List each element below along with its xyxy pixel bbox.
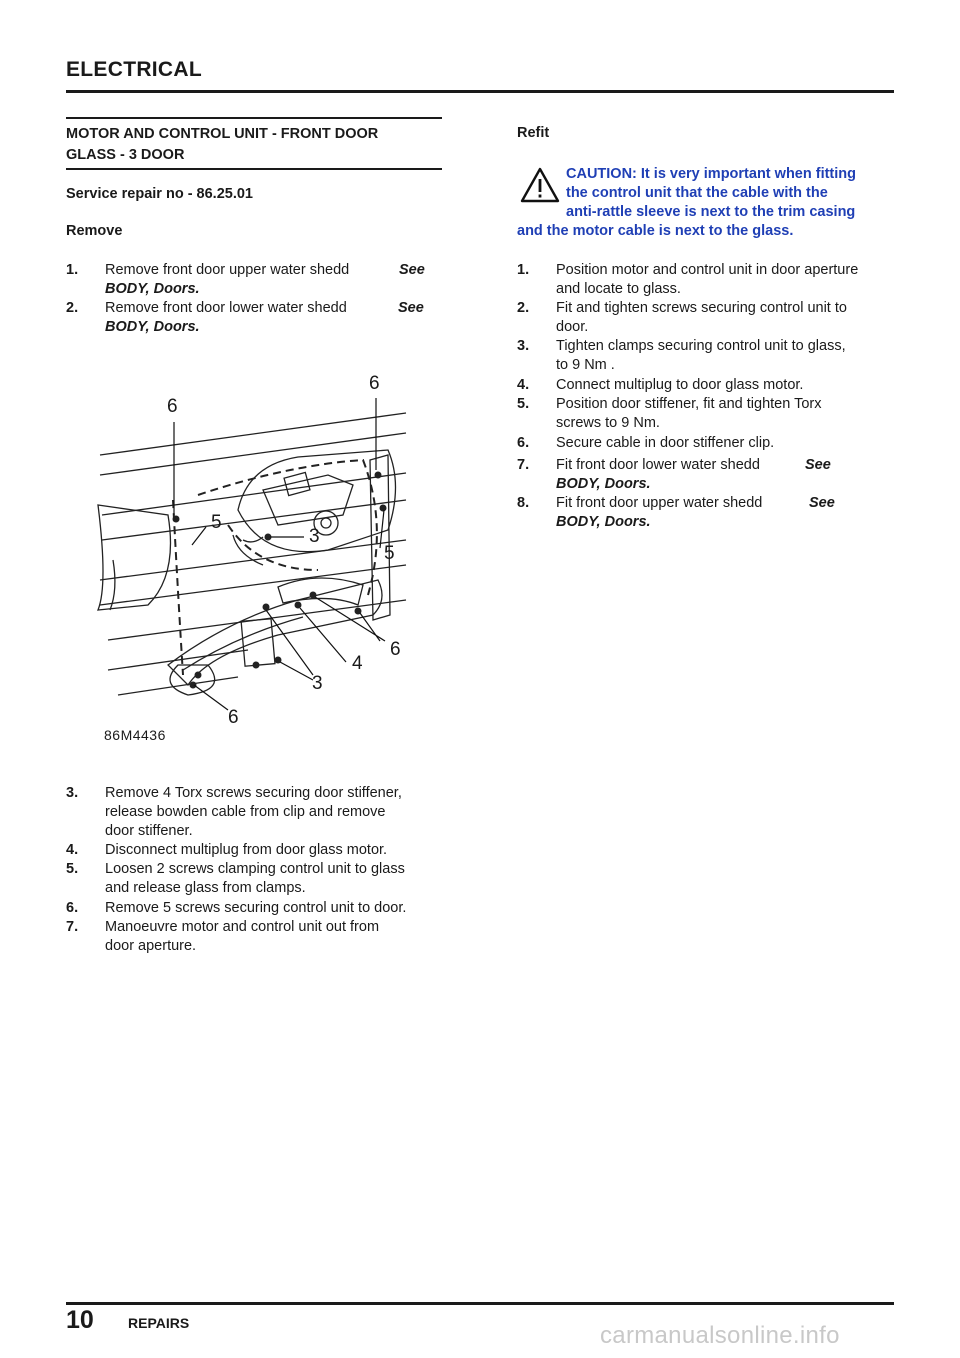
service-repair-number: Service repair no - 86.25.01 (66, 186, 253, 202)
see-link[interactable]: See (398, 300, 424, 316)
step-text-line2: door. (556, 319, 589, 335)
remove-step-2 (66, 299, 446, 339)
header-rule (66, 90, 894, 93)
procedure-title (66, 124, 436, 166)
caution-line3: anti-rattle sleeve is next to the trim casing (566, 204, 856, 220)
procedure-title-line1: MOTOR AND CONTROL UNIT - FRONT DOOR (66, 126, 379, 142)
step-number: 3. (66, 785, 79, 801)
callout-6-top-right: 6 (369, 373, 380, 394)
step-text-line1: Position door stiffener, fit and tighten Torx (556, 396, 822, 412)
step-number: 6. (517, 435, 530, 451)
step-text-line1: Disconnect multiplug from door glass motor. (105, 842, 388, 858)
callout-3-upper: 3 (309, 526, 320, 547)
footer-label: REPAIRS (128, 1315, 190, 1331)
callout-6-top-left: 6 (167, 396, 178, 417)
door-diagram (88, 365, 418, 755)
step-number: 5. (517, 396, 530, 412)
step-text-line1: Fit and tighten screws securing control unit to (556, 300, 847, 316)
step-text: Remove front door lower water shedd (105, 300, 347, 316)
step-text-line1: Secure cable in door stiffener clip. (556, 435, 775, 451)
callout-6-bottom: 6 (228, 707, 239, 728)
remove-step-7 (66, 918, 446, 956)
see-link[interactable]: See (805, 457, 831, 473)
body-doors-reference[interactable]: BODY, Doors. (556, 476, 651, 492)
refit-step-3 (517, 337, 897, 375)
step-text-line1: Connect multiplug to door glass motor. (556, 377, 804, 393)
section-title: ELECTRICAL (66, 58, 202, 81)
remove-step-4 (66, 841, 446, 860)
remove-step-1 (66, 261, 446, 301)
step-text-line1: Manoeuvre motor and control unit out from (105, 919, 380, 935)
figure-code: 86M4436 (104, 727, 166, 743)
step-number: 2. (66, 300, 79, 316)
step-number: 1. (517, 262, 530, 278)
step-text-line2: release bowden cable from clip and remove (105, 804, 386, 820)
step-number: 4. (517, 377, 530, 393)
callout-5-right: 5 (384, 543, 395, 564)
step-number: 6. (66, 900, 79, 916)
callout-6-right: 6 (390, 639, 401, 660)
footer-rule (66, 1302, 894, 1305)
step-number: 2. (517, 300, 530, 316)
procedure-title-line2: GLASS - 3 DOOR (66, 147, 185, 163)
body-doors-reference[interactable]: BODY, Doors. (105, 319, 200, 335)
step-text-line1: Position motor and control unit in door aperture (556, 262, 859, 278)
body-doors-reference[interactable]: BODY, Doors. (105, 281, 200, 297)
refit-step-2 (517, 299, 897, 337)
remove-heading: Remove (66, 223, 123, 239)
step-number: 5. (66, 861, 79, 877)
step-text-line2: and release glass from clamps. (105, 880, 306, 896)
caution-line2: the control unit that the cable with the (566, 185, 828, 201)
see-link[interactable]: See (809, 495, 835, 511)
step-text-line1: Remove 4 Torx screws securing door stiffener, (105, 785, 402, 801)
step-text: Remove front door upper water shedd (105, 262, 350, 278)
page-number: 10 (66, 1306, 94, 1334)
step-text-line2: door aperture. (105, 938, 197, 954)
step-text-line2: screws to 9 Nm. (556, 415, 660, 431)
step-text-line1: Tighten clamps securing control unit to glass, (556, 338, 846, 354)
title-bottom-rule (66, 168, 442, 170)
step-number: 3. (517, 338, 530, 354)
refit-heading: Refit (517, 125, 550, 141)
refit-step-5 (517, 395, 897, 433)
title-top-rule (66, 117, 442, 119)
see-link[interactable]: See (399, 262, 425, 278)
caution-line4: and the motor cable is next to the glass. (517, 223, 794, 239)
refit-step-4 (517, 376, 897, 395)
step-number: 7. (66, 919, 79, 935)
step-text-line2: to 9 Nm . (556, 357, 615, 373)
callout-5-left: 5 (211, 512, 222, 533)
step-number: 1. (66, 262, 79, 278)
body-doors-reference[interactable]: BODY, Doors. (556, 514, 651, 530)
remove-step-5 (66, 860, 446, 898)
refit-step-1 (517, 261, 897, 299)
step-text: Fit front door upper water shedd (556, 495, 763, 511)
caution-notice (517, 165, 897, 241)
refit-step-6 (517, 434, 897, 453)
step-number: 8. (517, 495, 530, 511)
refit-step-7 (517, 456, 897, 496)
callout-3-lower: 3 (312, 673, 323, 694)
step-text-line1: Loosen 2 screws clamping control unit to glass (105, 861, 405, 877)
remove-step-6 (66, 899, 446, 918)
step-text-line2: and locate to glass. (556, 281, 681, 297)
caution-line1: CAUTION: It is very important when fitting (566, 166, 857, 182)
step-text-line1: Remove 5 screws securing control unit to door. (105, 900, 407, 916)
step-text: Fit front door lower water shedd (556, 457, 760, 473)
callout-4: 4 (352, 653, 363, 674)
watermark: carmanualsonline.info (600, 1322, 840, 1349)
step-text-line3: door stiffener. (105, 823, 193, 839)
step-number: 7. (517, 457, 530, 473)
step-number: 4. (66, 842, 79, 858)
refit-step-8 (517, 494, 897, 534)
remove-step-3 (66, 784, 446, 842)
